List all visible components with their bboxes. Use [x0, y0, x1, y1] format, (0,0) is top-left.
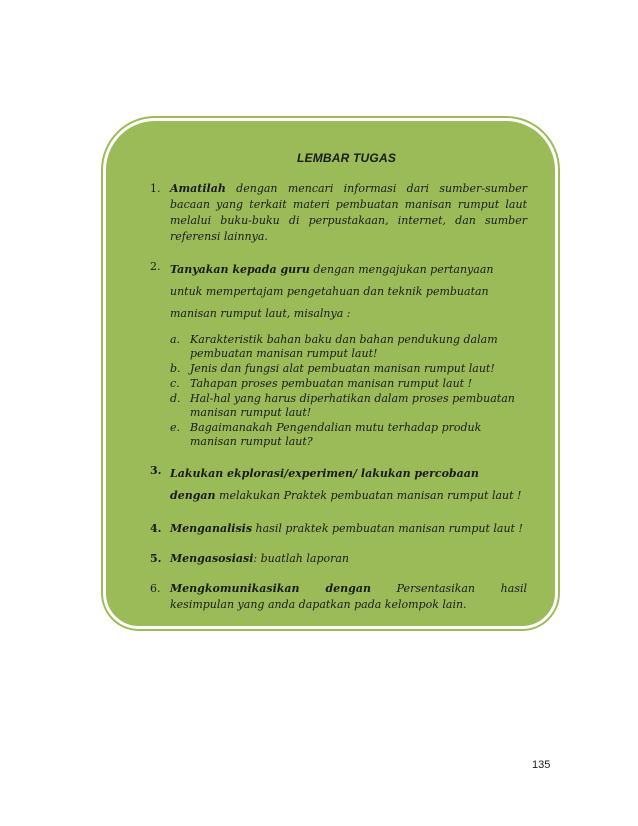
task-item-4 [150, 521, 527, 537]
task-text: hasil praktek pembuatan manisan rumput laut ! [252, 522, 523, 535]
sub-letter: a. [170, 333, 181, 346]
task-item-5 [150, 551, 527, 567]
task-text: melakukan Praktek pembuatan manisan rumput laut ! [215, 489, 522, 502]
task-number: 2. [150, 260, 161, 273]
task-item-1 [150, 181, 527, 245]
sub-letter: e. [170, 421, 181, 434]
sub-text: Tahapan proses pembuatan manisan rumput laut ! [190, 377, 472, 390]
task-number: 5. [150, 552, 162, 565]
sub-text: Bagaimanakah Pengendalian mutu terhadap produk manisan rumput laut? [190, 421, 482, 448]
sub-question-c [170, 377, 527, 391]
sub-question-a [170, 333, 527, 361]
sub-text: Karakteristik bahan baku dan bahan pendukung dalam pembuatan manisan rumput laut! [190, 333, 498, 360]
sub-letter: d. [170, 392, 181, 405]
task-lead: Mengkomunikasikan dengan [170, 582, 371, 595]
sub-letter: b. [170, 362, 181, 375]
page-number: 135 [532, 759, 551, 771]
sub-question-e [170, 421, 527, 449]
sub-text: Hal-hal yang harus diperhatikan dalam proses pembuatan manisan rumput laut! [190, 392, 515, 419]
task-lead: Tanyakan kepada guru [170, 263, 310, 276]
task-list [150, 181, 527, 613]
sub-text: Jenis dan fungsi alat pembuatan manisan rumput laut! [190, 362, 495, 375]
task-number: 4. [150, 522, 162, 535]
task-item-6 [150, 581, 527, 613]
task-number: 6. [150, 582, 161, 595]
task-item-3 [150, 463, 527, 507]
task-text: : buatlah laporan [253, 552, 350, 565]
task-text: dengan mencari informasi dari sumber-sumber bacaan yang terkait materi pembuatan manisan rumput laut melalui buku-buku di perpustakaan, internet, dan sumber referensi lainnya. [170, 182, 527, 243]
page-title: LEMBAR TUGAS [296, 151, 397, 165]
sub-question-d [170, 392, 527, 420]
task-text: Persentasikan hasil kesimpulan yang anda dapatkan pada kelompok lain. [170, 582, 527, 611]
task-item-2 [150, 259, 527, 449]
sub-question-b [170, 362, 527, 376]
task-number: 1. [150, 182, 161, 195]
task-lead: Menganalisis [170, 522, 253, 535]
task-lead: Mengasosiasi [170, 552, 254, 565]
task-card-content [150, 151, 527, 627]
task-lead: Lakukan ekplorasi/experimen/ lakukan percobaan dengan [170, 467, 479, 502]
task-card [103, 118, 558, 629]
sub-letter: c. [170, 377, 180, 390]
task-lead: Amatilah [170, 182, 226, 195]
task-text: dengan mengajukan pertanyaan untuk mempertajam pengetahuan dan teknik pembuatan manisan rumput laut, misalnya : [170, 263, 494, 320]
sub-question-list [170, 333, 527, 449]
task-number: 3. [150, 464, 162, 477]
